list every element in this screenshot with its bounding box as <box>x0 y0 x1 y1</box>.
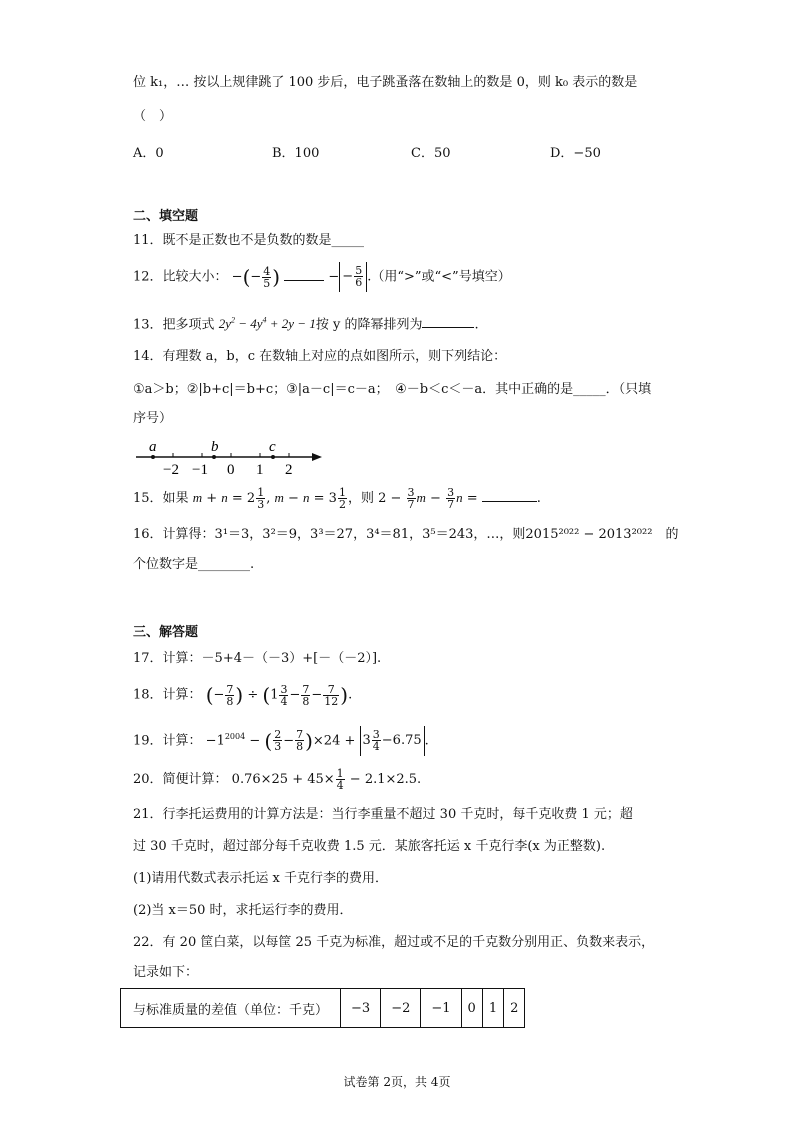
question-22-line1: 22．有 20 筐白菜，以每筐 25 千克为标准，超过或不足的千克数分别用正、负数来表示， <box>133 935 655 950</box>
q16-tail: 的 <box>665 527 679 542</box>
label-a: a <box>149 439 157 455</box>
q19-prefix: 19．计算： <box>133 733 202 749</box>
q16-expr: 2015²⁰²² − 2013²⁰²² <box>525 527 653 542</box>
question-21-line2: 过 30 千克时，超过部分每千克收费 1.5 元．某旅客托运 x 千克行李(x 为正整数). <box>133 839 606 854</box>
question-21-sub2: (2)当 x＝50 时，求托运行李的费用． <box>133 903 353 918</box>
point-a <box>151 455 155 459</box>
point-c <box>271 455 275 459</box>
q13-suffix: 按 y 的降幂排列为 <box>315 317 423 333</box>
q10-option-b: B．100 <box>272 146 320 161</box>
point-b <box>212 455 216 459</box>
section-3-title: 三、解答题 <box>133 625 199 640</box>
question-15: 15．如果 m + n = 2 $\frac{1}{3}$ , m − n = 3 $\frac{1}{2}$ ，则 2 − $\frac{3}{7}$ m − $\frac{3}{7}$ n = . <box>133 486 541 511</box>
q12-suffix: .（用“>”或“<”号填空） <box>367 269 511 285</box>
question-14-line3: 序号） <box>133 411 173 426</box>
tick-2: 2 <box>285 462 293 478</box>
table-cell: −3 <box>341 989 381 1028</box>
question-13: 13．把多项式 $2y^2 - 4y^4 + 2y - 1$按 y 的降幂排列为 . <box>133 316 479 333</box>
q13-prefix: 13．把多项式 <box>133 317 215 333</box>
table-cell: 1 <box>482 989 503 1028</box>
tick-neg2: −2 <box>163 462 179 478</box>
question-14-line1: 14．有理数 a，b，c 在数轴上对应的点如图所示，则下列结论： <box>133 349 507 364</box>
question-14-line2: ①a＞b；②|b+c|＝b+c；③|a－c|＝c－a； ④－b＜c＜－a．其中正确的是_____．（只填 <box>133 382 652 397</box>
question-16-line2: 个位数字是________. <box>133 557 255 572</box>
table-cell: 2 <box>504 989 525 1028</box>
tick-1: 1 <box>256 462 264 478</box>
table-header-cell: 与标准质量的差值（单位：千克） <box>121 989 341 1028</box>
question-12: 12．比较大小： −(− $\frac{4}{5}$ ) − − $\frac{5}{6}$ .（用“>”或“<”号填空） <box>133 262 511 293</box>
q12-prefix: 12．比较大小： <box>133 269 228 285</box>
table-cell: 0 <box>461 989 482 1028</box>
page-footer: 试卷第 2页，共 4页 <box>343 1075 451 1089</box>
question-16-line1 <box>133 526 678 544</box>
q10-option-c: C．50 <box>411 146 451 161</box>
question-18: 18．计算： (− $\frac{7}{8}$ ) ÷ (1 $\frac{3}{4}$ − $\frac{7}{8}$ − $\frac{7}{12}$ ). <box>133 682 353 708</box>
q10-continuation: 位 k₁，… 按以上规律跳了 100 步后，电子跳蚤落在数轴上的数是 0，则 k₀ 表示的数是 <box>133 75 638 90</box>
question-19: 19．计算： $-1^{2004}$ − ( $\frac{2}{3}$ − $\frac{7}{8}$ )×24 + 3 $\frac{3}{4}$ −6.75 . <box>133 722 429 756</box>
q15-mid: ，则 <box>347 491 374 506</box>
question-20: 20．简便计算： 0.76×25 + 45× $\frac{1}{4}$ − 2.1×2.5. <box>133 767 422 792</box>
question-21-line1: 21．行李托运费用的计算方法是：当行李重量不超过 30 千克时，每千克收费 1 元；超 <box>133 807 633 822</box>
q18-prefix: 18．计算： <box>133 687 202 703</box>
section-2-title: 二、填空题 <box>133 209 199 224</box>
tick-neg1: −1 <box>192 462 208 478</box>
label-b: b <box>211 439 219 455</box>
q15-prefix: 15．如果 <box>133 491 189 506</box>
q20-prefix: 20．简便计算： <box>133 772 228 787</box>
difference-table <box>120 988 525 1028</box>
q16-powers: 3¹＝3，3²＝9，3³＝27，3⁴＝81，3⁵＝243，…，则 <box>214 527 526 542</box>
tick-0: 0 <box>227 462 235 478</box>
label-c: c <box>269 439 276 455</box>
question-22-line2: 记录如下： <box>133 965 199 980</box>
q10-answer-paren: （ ） <box>133 109 173 124</box>
question-11: 11．既不是正数也不是负数的数是_____ <box>133 233 365 248</box>
table-row <box>121 989 525 1028</box>
q16-prefix: 16．计算得： <box>133 527 215 542</box>
question-17: 17．计算：－5+4－（－3）+[－（－2）]. <box>133 651 382 666</box>
number-line <box>128 436 328 478</box>
table-cell: −1 <box>421 989 461 1028</box>
question-21-sub1: (1)请用代数式表示托运 x 千克行李的费用． <box>133 871 389 886</box>
q10-option-d: D．−50 <box>550 146 601 161</box>
table-cell: −2 <box>381 989 421 1028</box>
q10-option-a: A．0 <box>133 146 164 161</box>
